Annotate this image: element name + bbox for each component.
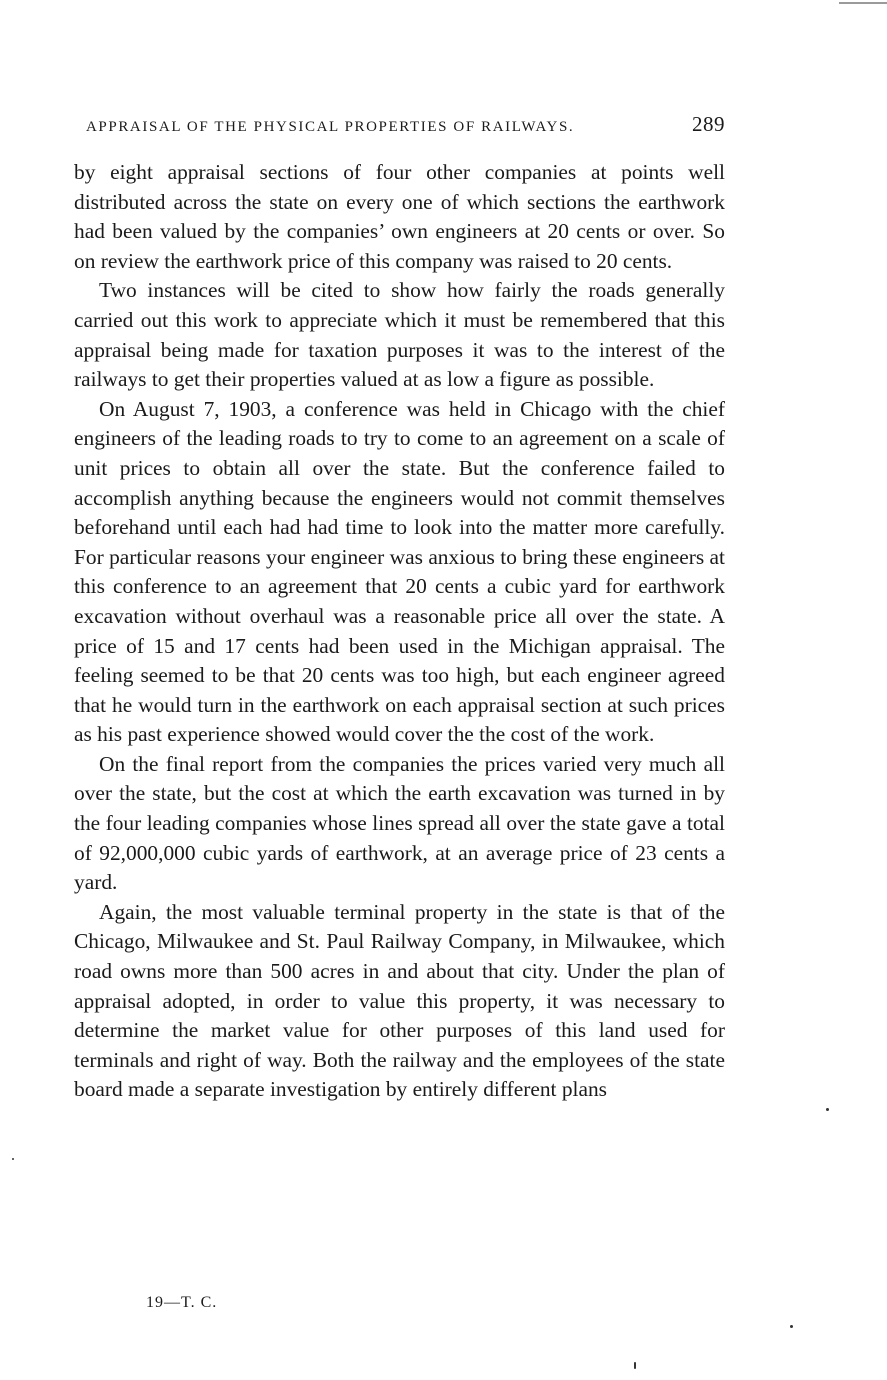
paragraph: On August 7, 1903, a conference was held in Chicago with the chief engineers of the leading roads to try to come to an agreement on a scale of unit prices to obtain all over the state. But the conference failed to accomplish anything because the engineers would not commit themselves beforehand until each had had time to look into the matter more carefully. For particular reasons your engineer was anxious to bring these engineers at this conference to an agreement that 20 cents a cubic yard for earthwork excavation without overhaul was a reasonable price all over the state. A price of 15 and 17 cents had been used in the Michigan appraisal. The feeling seemed to be that 20 cents was too high, but each engineer agreed that he would turn in the earthwork on each appraisal section at such prices as his past experience showed would cover the the cost of the work. xyxy=(74,396,725,747)
scan-speck xyxy=(634,1362,636,1369)
paragraph: On the final report from the companies the prices varied very much all over the state, but the cost at which the earth excavation was turned in by the four leading companies whose lines spread all over the state gave a total of 92,000,000 cubic yards of earthwork, at an average price of 23 cents a yard. xyxy=(74,751,725,895)
scan-speck xyxy=(790,1325,793,1328)
page-edge-line xyxy=(839,2,887,4)
signature-mark: 19—T. C. xyxy=(146,1294,218,1311)
book-page xyxy=(74,0,725,1380)
paragraph: Two instances will be cited to show how fairly the roads generally carried out this work to appreciate which it must be remembered that this appraisal being made for taxation purposes it was to the interest of the railways to get their properties valued at as low a figure as possible. xyxy=(74,278,725,392)
page-number: 289 xyxy=(692,112,725,136)
scan-speck xyxy=(826,1108,829,1111)
body-text xyxy=(74,158,725,1105)
paragraph: Again, the most valuable terminal property in the state is that of the Chicago, Milwaukee and St. Paul Railway Company, in Milwaukee, which road owns more than 500 acres in and about that city. Under the plan of appraisal adopted, in order to value this property, it was necessary to determine the market value for other purposes of this land used for terminals and right of way. Both the railway and the employees of the state board made a separate investigation by entirely different plans xyxy=(74,899,725,1102)
paragraph: by eight appraisal sections of four other companies at points well distributed across the state on every one of which sections the earthwork had been valued by the companies’ own engineers at 20 cents or over. So on review the earthwork price of this company was raised to 20 cents. xyxy=(74,160,725,273)
running-head xyxy=(86,112,725,142)
scan-speck xyxy=(12,1158,14,1160)
running-title: APPRAISAL OF THE PHYSICAL PROPERTIES OF RAILWAYS. xyxy=(86,119,575,135)
